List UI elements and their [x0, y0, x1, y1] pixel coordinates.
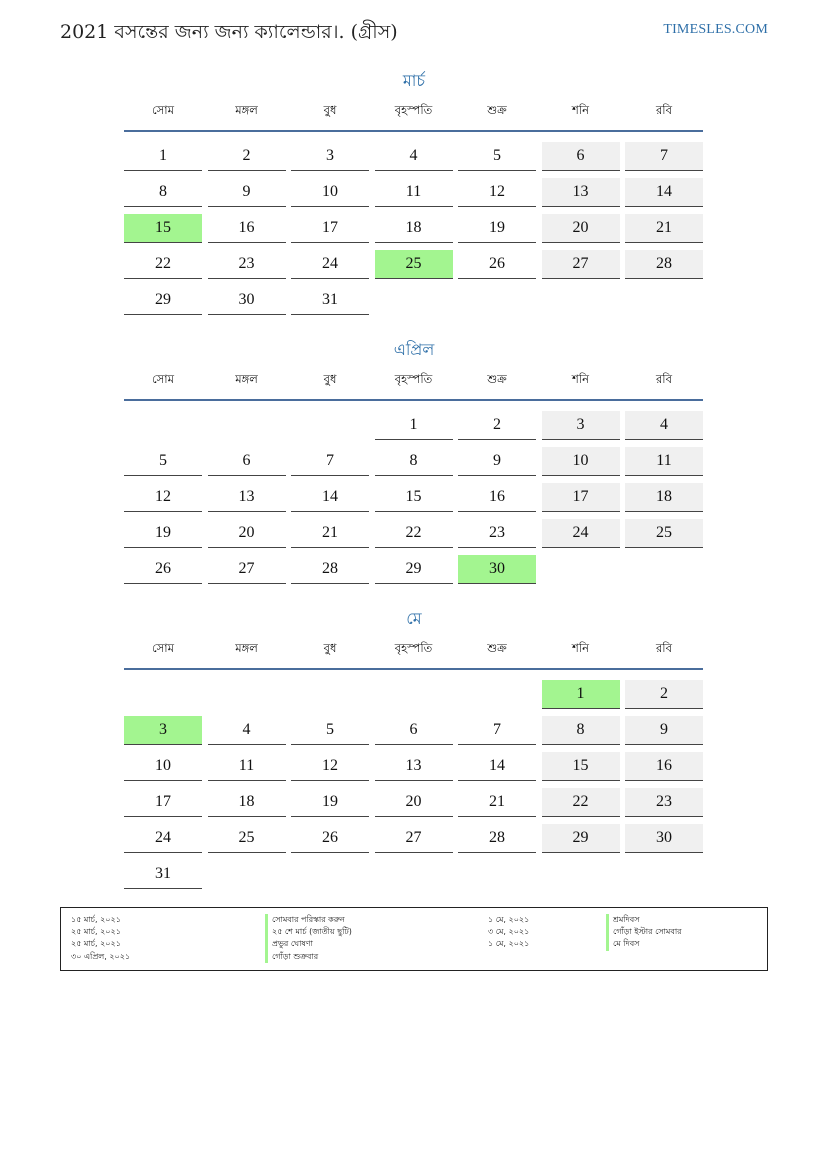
day-cell[interactable]: 17 [542, 483, 620, 512]
day-cell[interactable]: 6 [542, 142, 620, 171]
day-cell[interactable]: 8 [375, 447, 453, 476]
day-cell[interactable]: 3 [291, 142, 369, 171]
day-cell[interactable]: 17 [291, 214, 369, 243]
page-header [60, 18, 768, 46]
day-cell[interactable]: 18 [625, 483, 703, 512]
legend-entry: সোমবার পরিস্কার করুন [265, 914, 352, 926]
day-cell[interactable]: 11 [208, 752, 286, 781]
day-cell[interactable]: 16 [625, 752, 703, 781]
weekday-label: রবি [655, 103, 673, 117]
weekday-label: শনি [572, 103, 589, 117]
day-cell[interactable]: 26 [124, 555, 202, 584]
day-cell[interactable]: 28 [625, 250, 703, 279]
day-cell[interactable]: 14 [625, 178, 703, 207]
day-cell[interactable]: 24 [291, 250, 369, 279]
day-cell[interactable]: 20 [208, 519, 286, 548]
day-cell[interactable]: 13 [542, 178, 620, 207]
day-cell[interactable]: 15 [375, 483, 453, 512]
day-cell[interactable]: 7 [458, 716, 536, 745]
day-cell[interactable]: 14 [458, 752, 536, 781]
day-cell[interactable]: 17 [124, 788, 202, 817]
weekday-label: শুক্র [487, 372, 507, 386]
day-cell[interactable]: 30 [208, 286, 286, 315]
legend-right-dates [488, 914, 529, 951]
day-cell[interactable]: 24 [124, 824, 202, 853]
legend-entry: ১ মে, ২০২১ [488, 915, 530, 924]
day-cell[interactable]: 20 [542, 214, 620, 243]
weekday-label: রবি [655, 372, 673, 386]
weekday-label: শনি [572, 641, 589, 655]
weekday-header [124, 94, 704, 128]
month-april [124, 337, 704, 577]
weekday-label: বৃহস্পতি [394, 372, 433, 386]
legend-entry: ১৫ মার্চ, ২০২১ [71, 915, 121, 924]
day-cell[interactable]: 31 [291, 286, 369, 315]
legend-left-names [265, 914, 352, 963]
day-cell[interactable]: 1 [375, 411, 453, 440]
day-cell[interactable]: 9 [208, 178, 286, 207]
day-cell[interactable]: 19 [124, 519, 202, 548]
legend-left-dates [71, 914, 130, 963]
weekday-label: মঙ্গল [235, 641, 258, 655]
legend-entry: গোঁড়া শুক্রবার [265, 951, 352, 963]
header-divider [124, 668, 703, 670]
day-cell[interactable]: 23 [208, 250, 286, 279]
day-cell[interactable]: 5 [458, 142, 536, 171]
day-cell[interactable]: 13 [375, 752, 453, 781]
weekday-header [124, 363, 704, 397]
day-cell[interactable]: 8 [542, 716, 620, 745]
weekday-label: শুক্র [487, 641, 507, 655]
day-cell[interactable]: 30 [625, 824, 703, 853]
day-cell[interactable]: 7 [291, 447, 369, 476]
day-cell[interactable]: 27 [542, 250, 620, 279]
weekday-label: সোম [152, 641, 174, 655]
day-cell[interactable]: 15 [542, 752, 620, 781]
legend-entry: ২৫ মার্চ, ২০২১ [71, 939, 121, 949]
day-cell[interactable]: 15 [124, 214, 202, 243]
weekday-label: রবি [655, 641, 673, 655]
day-cell[interactable]: 22 [542, 788, 620, 817]
day-cell[interactable]: 28 [291, 555, 369, 584]
day-cell[interactable]: 18 [208, 788, 286, 817]
day-cell[interactable]: 14 [291, 483, 369, 512]
weekday-label: সোম [152, 372, 174, 386]
day-cell[interactable]: 16 [208, 214, 286, 243]
month-title: এপ্রিল [393, 340, 435, 359]
day-cell[interactable]: 16 [458, 483, 536, 512]
legend-entry: মে দিবস [606, 938, 682, 950]
day-cell[interactable]: 29 [375, 555, 453, 584]
day-cell[interactable]: 3 [124, 716, 202, 745]
day-cell[interactable]: 25 [625, 519, 703, 548]
day-cell[interactable]: 4 [375, 142, 453, 171]
day-cell[interactable]: 19 [458, 214, 536, 243]
header-divider [124, 130, 703, 132]
legend-entry: শ্রমদিবস [606, 914, 682, 926]
day-cell[interactable]: 10 [124, 752, 202, 781]
month-title: মার্চ [402, 71, 426, 90]
day-cell[interactable]: 6 [375, 716, 453, 745]
day-cell[interactable]: 22 [375, 519, 453, 548]
weekday-label: বুধ [323, 641, 337, 655]
legend-entry: ২৫ মার্চ, ২০২১ [71, 927, 121, 937]
day-cell[interactable]: 12 [458, 178, 536, 207]
weekday-label: বুধ [323, 372, 337, 386]
weekday-label: বৃহস্পতি [394, 103, 433, 117]
day-cell[interactable]: 8 [124, 178, 202, 207]
weekday-label: শনি [572, 372, 589, 386]
weekday-label: বুধ [323, 103, 337, 117]
day-cell[interactable]: 6 [208, 447, 286, 476]
weekday-label: মঙ্গল [235, 372, 258, 386]
day-cell[interactable]: 12 [291, 752, 369, 781]
month-march [124, 68, 704, 308]
day-cell[interactable]: 2 [458, 411, 536, 440]
day-cell[interactable]: 25 [375, 250, 453, 279]
day-cell[interactable]: 10 [542, 447, 620, 476]
day-cell[interactable]: 28 [458, 824, 536, 853]
legend-entry: ২৫ শে মার্চ (জাতীয় ছুটি) [265, 926, 352, 938]
weekday-label: সোম [152, 103, 174, 117]
day-cell[interactable]: 9 [625, 716, 703, 745]
day-cell[interactable]: 10 [291, 178, 369, 207]
legend-right-names [606, 914, 682, 951]
day-cell[interactable]: 29 [542, 824, 620, 853]
day-cell[interactable]: 2 [625, 680, 703, 709]
month-may [124, 606, 704, 882]
day-cell[interactable]: 13 [208, 483, 286, 512]
day-cell[interactable]: 25 [208, 824, 286, 853]
day-cell[interactable]: 21 [291, 519, 369, 548]
day-cell[interactable]: 21 [625, 214, 703, 243]
header-divider [124, 399, 703, 401]
day-cell[interactable]: 22 [124, 250, 202, 279]
day-cell[interactable]: 20 [375, 788, 453, 817]
day-cell[interactable]: 4 [625, 411, 703, 440]
day-cell[interactable]: 7 [625, 142, 703, 171]
day-cell[interactable]: 26 [291, 824, 369, 853]
weekday-header [124, 632, 704, 666]
weekday-label: মঙ্গল [235, 103, 258, 117]
legend-entry: প্রভুর ঘোষণা [265, 938, 352, 950]
legend-entry: ৩ মে, ২০২১ [488, 927, 530, 937]
day-cell[interactable]: 24 [542, 519, 620, 548]
day-cell[interactable]: 12 [124, 483, 202, 512]
day-cell[interactable]: 11 [375, 178, 453, 207]
month-title: মে [406, 609, 422, 628]
legend-entry: গোঁড়া ইস্টার সোমবার [606, 926, 682, 938]
day-cell[interactable]: 27 [208, 555, 286, 584]
day-cell[interactable]: 23 [625, 788, 703, 817]
day-cell[interactable]: 26 [458, 250, 536, 279]
day-cell[interactable]: 21 [458, 788, 536, 817]
day-cell[interactable]: 31 [124, 860, 202, 889]
day-cell[interactable]: 5 [291, 716, 369, 745]
day-cell[interactable]: 2 [208, 142, 286, 171]
day-cell[interactable]: 9 [458, 447, 536, 476]
holiday-legend [60, 907, 768, 971]
day-cell[interactable]: 23 [458, 519, 536, 548]
day-cell[interactable]: 1 [542, 680, 620, 709]
site-link[interactable]: TIMESLES.COM [663, 22, 768, 37]
weekday-label: বৃহস্পতি [394, 641, 433, 655]
day-cell[interactable]: 19 [291, 788, 369, 817]
page-title: 2021 বসন্তের জন্য জন্য ক্যালেন্ডার।. (গ্রীস) [60, 21, 398, 43]
day-cell[interactable]: 18 [375, 214, 453, 243]
day-cell[interactable]: 30 [458, 555, 536, 584]
day-cell[interactable]: 27 [375, 824, 453, 853]
day-cell[interactable]: 1 [124, 142, 202, 171]
day-cell[interactable]: 4 [208, 716, 286, 745]
day-cell[interactable]: 5 [124, 447, 202, 476]
legend-entry: ১ মে, ২০২১ [488, 939, 530, 949]
weekday-label: শুক্র [487, 103, 507, 117]
legend-entry: ৩০ এপ্রিল, ২০২১ [71, 951, 131, 961]
day-cell[interactable]: 29 [124, 286, 202, 315]
day-cell[interactable]: 3 [542, 411, 620, 440]
day-cell[interactable]: 11 [625, 447, 703, 476]
